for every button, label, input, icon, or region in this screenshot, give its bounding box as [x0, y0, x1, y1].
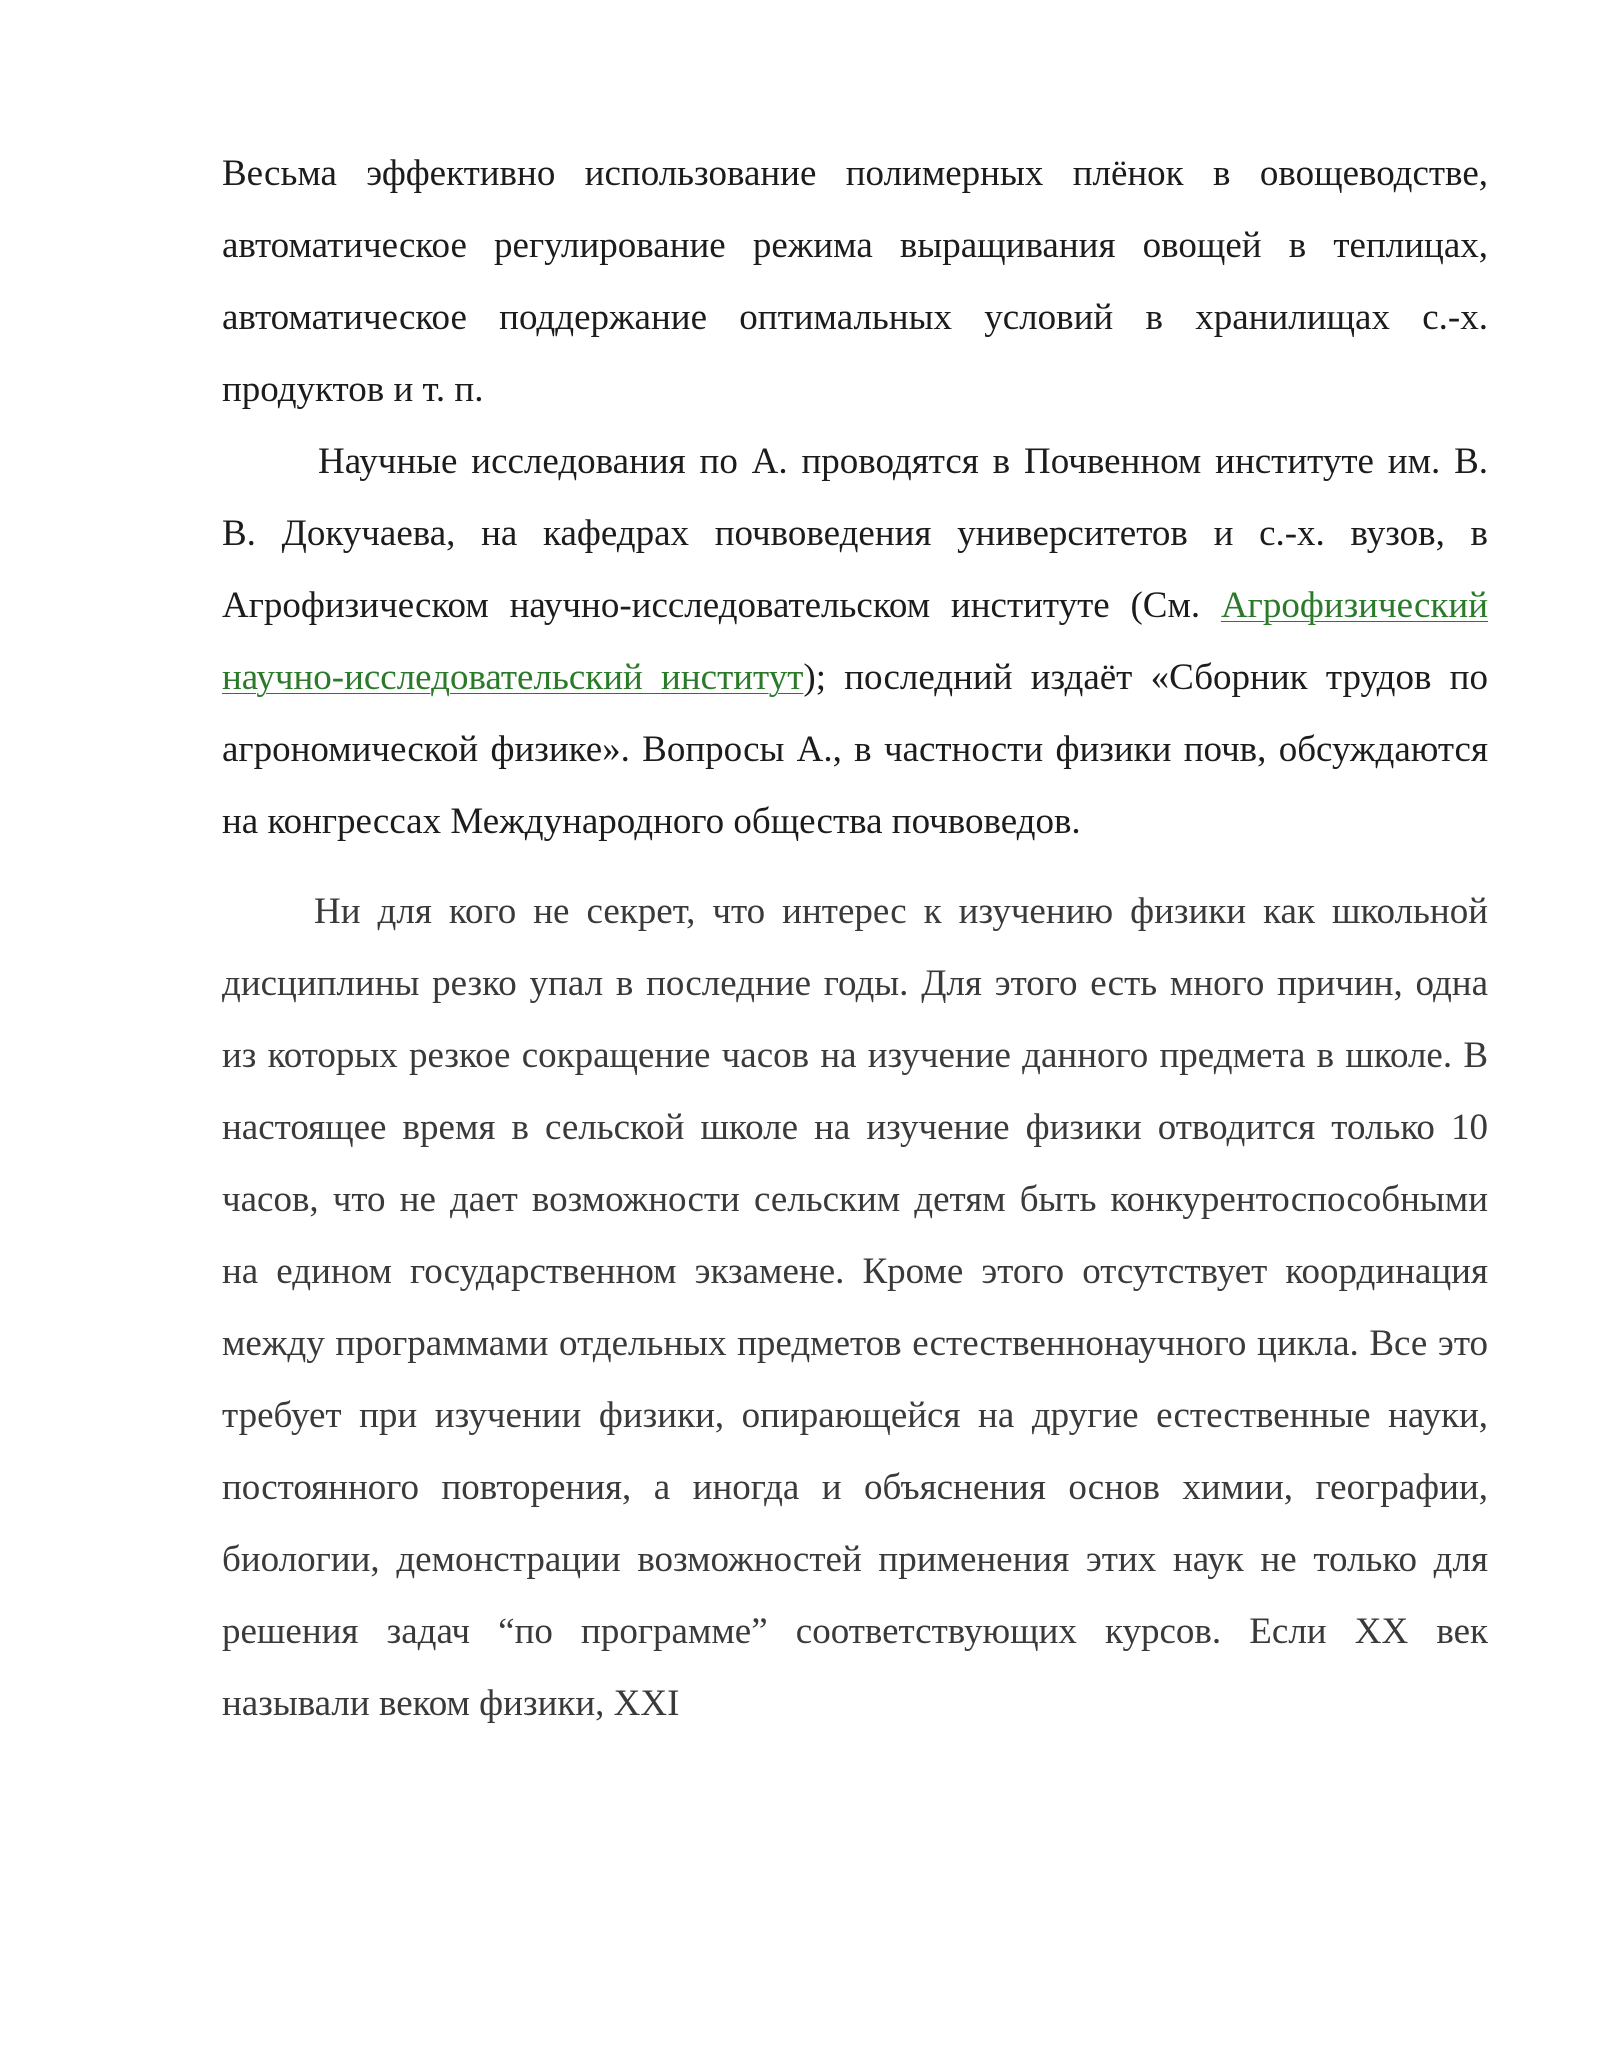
- paragraph-research-institutes: [222, 426, 1488, 858]
- document-page: [222, 138, 1488, 1740]
- paragraph-polymer-films: Весьма эффективно использование полимерных плёнок в овощеводстве, автоматическое регулирование режима выращивания овощей в теплицах, автоматическое поддержание оптимальных условий в хранилищах с.-х. продуктов и т. п.: [222, 153, 1488, 410]
- paragraph-text-before-link: Научные исследования по А. проводятся в Почвенном институте им. В. В. Докучаева, на кафедрах почвоведения университетов и с.-х. вузов, в Агрофизическом научно-исследовательском институте (См.: [222, 441, 1488, 626]
- paragraph-text-after-link: ); последний издаёт «Сборник трудов по агрономической физике». Вопросы А., в частности физики почв, обсуждаются на конгрессах Международного общества почвоведов.: [222, 657, 1488, 842]
- agrophysical-institute-link[interactable]: Агрофизический научно-исследовательский институт: [222, 585, 1488, 698]
- paragraph-physics-education: Ни для кого не секрет, что интерес к изучению физики как школьной дисциплины резко упал в последние годы. Для этого есть много причин, одна из которых резкое сокращение часов на изучение данного предмета в школе. В настоящее время в сельской школе на изучение физики отводится только 10 часов, что не дает возможности сельским детям быть конкурентоспособными на едином государственном экзамене. Кроме этого отсутствует координация между программами отдельных предметов естественнонаучного цикла. Все это требует при изучении физики, опирающейся на другие естественные науки, постоянного повторения, а иногда и объяснения основ химии, географии, биологии, демонстрации возможностей применения этих наук не только для решения задач “по программе” соответствующих курсов. Если XX век называли веком физики, XXI: [222, 891, 1488, 1724]
